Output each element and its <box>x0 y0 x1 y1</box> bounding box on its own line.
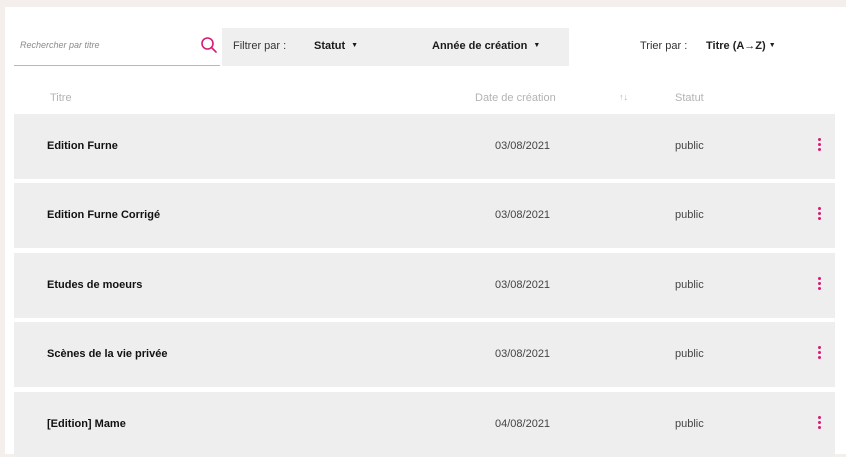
column-header-date[interactable]: Date de création <box>475 92 556 104</box>
row-status: public <box>675 348 704 360</box>
chevron-down-icon: ▼ <box>351 42 359 49</box>
status-filter-dropdown[interactable] <box>314 40 358 52</box>
row-status: public <box>675 279 704 291</box>
sort-group <box>569 28 835 66</box>
sort-arrows-icon[interactable]: ↑↓ <box>619 92 628 102</box>
row-date: 03/08/2021 <box>495 209 551 221</box>
row-status: public <box>675 140 704 152</box>
more-options-icon[interactable] <box>814 346 824 364</box>
column-header-status[interactable]: Statut <box>675 92 704 104</box>
column-header-title[interactable]: Titre <box>50 92 72 104</box>
more-options-icon[interactable] <box>814 138 824 156</box>
main-panel <box>5 7 846 454</box>
chevron-down-icon: ▼ <box>533 42 541 49</box>
table-row[interactable] <box>14 322 835 387</box>
chevron-down-icon: ▼ <box>768 42 776 49</box>
sort-label: Trier par : <box>640 40 688 52</box>
table-row[interactable] <box>14 114 835 179</box>
sort-value-label: Titre (A→Z) <box>706 40 766 52</box>
row-title: [Edition] Mame <box>47 418 126 430</box>
row-date: 03/08/2021 <box>495 279 551 291</box>
more-options-icon[interactable] <box>814 277 824 295</box>
year-filter-label: Année de création <box>432 40 528 52</box>
row-status: public <box>675 418 704 430</box>
filter-group <box>222 28 569 66</box>
row-date: 03/08/2021 <box>495 140 551 152</box>
more-options-icon[interactable] <box>814 416 824 434</box>
table-header <box>14 84 835 115</box>
more-options-icon[interactable] <box>814 207 824 225</box>
row-title: Edition Furne <box>47 140 118 152</box>
row-title: Edition Furne Corrigé <box>47 209 161 221</box>
year-filter-dropdown[interactable] <box>432 40 540 52</box>
status-filter-label: Statut <box>314 40 346 52</box>
row-title: Scènes de la vie privée <box>47 348 168 360</box>
filter-bar <box>14 28 835 66</box>
filter-label: Filtrer par : <box>233 40 287 52</box>
row-date: 04/08/2021 <box>495 418 551 430</box>
search-input[interactable] <box>14 28 190 62</box>
row-status: public <box>675 209 704 221</box>
table-row[interactable] <box>14 183 835 248</box>
row-title: Etudes de moeurs <box>47 279 143 291</box>
table-row[interactable] <box>14 253 835 318</box>
search-box <box>14 28 220 66</box>
table-row[interactable] <box>14 392 835 457</box>
row-date: 03/08/2021 <box>495 348 551 360</box>
sort-dropdown[interactable] <box>706 40 776 52</box>
search-icon[interactable] <box>200 36 218 54</box>
